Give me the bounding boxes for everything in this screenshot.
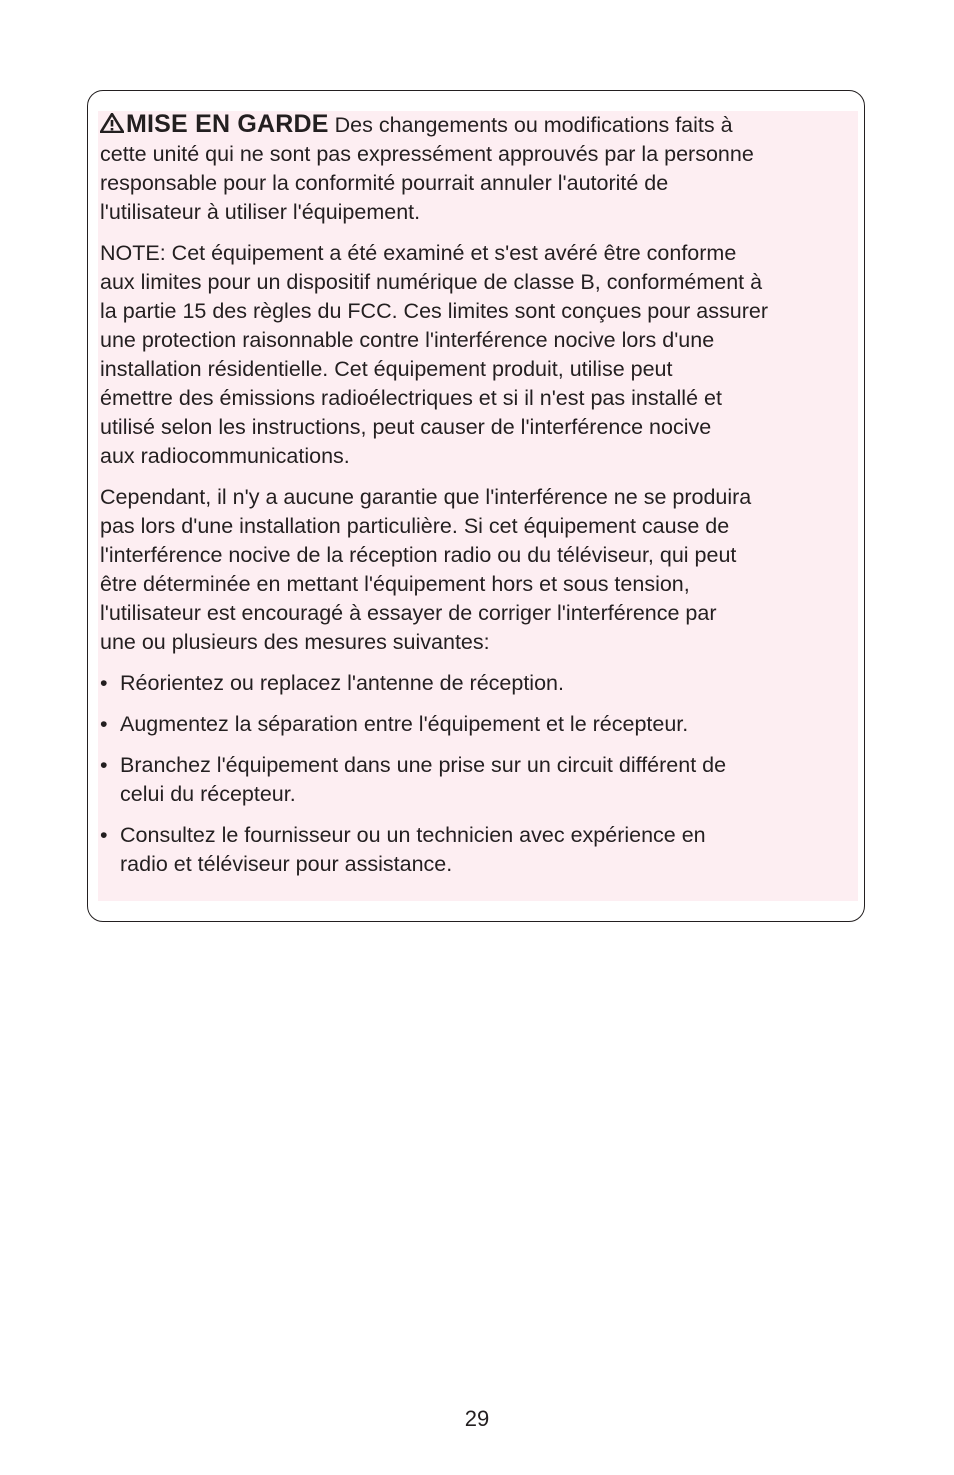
note-line: installation résidentielle. Cet équipement produit, utilise peut — [100, 357, 673, 381]
warning-content — [100, 110, 860, 891]
however-line: une ou plusieurs des mesures suivantes: — [100, 630, 490, 654]
list-item-line: Consultez le fournisseur ou un technicien avec expérience en — [120, 823, 706, 847]
however-line: l'utilisateur est encouragé à essayer de corriger l'interférence par — [100, 601, 717, 625]
list-item-line: radio et téléviseur pour assistance. — [120, 852, 453, 876]
however-line: pas lors d'une installation particulière. Si cet équipement cause de — [100, 514, 730, 538]
however-line: l'interférence nocive de la réception radio ou du téléviseur, qui peut — [100, 543, 737, 567]
however-paragraph — [100, 483, 860, 657]
list-item — [100, 751, 860, 809]
note-paragraph — [100, 239, 860, 471]
note-line: utilisé selon les instructions, peut causer de l'interférence nocive — [100, 415, 712, 439]
warning-paragraph — [100, 110, 860, 227]
note-line: aux limites pour un dispositif numérique de classe B, conformément à — [100, 270, 763, 294]
warning-text-line: cette unité qui ne sont pas expressément approuvés par la personne — [100, 142, 754, 166]
note-line: la partie 15 des règles du FCC. Ces limites sont conçues pour assurer — [100, 299, 769, 323]
note-line: une protection raisonnable contre l'interférence nocive lors d'une — [100, 328, 715, 352]
warning-text-line: l'utilisateur à utiliser l'équipement. — [100, 200, 421, 224]
warning-text-line: Des changements ou modifications faits à — [334, 113, 733, 137]
warning-title: MISE EN GARDE — [126, 110, 329, 138]
measures-list — [100, 669, 860, 879]
note-line: NOTE: Cet équipement a été examiné et s'est avéré être conforme — [100, 241, 737, 265]
however-line: être déterminée en mettant l'équipement hors et sous tension, — [100, 572, 690, 596]
list-item-line: Augmentez la séparation entre l'équipement et le récepteur. — [120, 712, 689, 736]
list-item-line: Réorientez ou replacez l'antenne de réception. — [120, 671, 564, 695]
note-line: aux radiocommunications. — [100, 444, 350, 468]
bullet-icon: • — [100, 712, 108, 736]
page-number: 29 — [464, 1406, 490, 1431]
warning-text-line: responsable pour la conformité pourrait annuler l'autorité de — [100, 171, 669, 195]
bullet-icon: • — [100, 823, 108, 847]
list-item-line: Branchez l'équipement dans une prise sur un circuit différent de — [120, 753, 727, 777]
bullet-icon: • — [100, 753, 108, 777]
list-item-line: celui du récepteur. — [120, 782, 296, 806]
however-line: Cependant, il n'y a aucune garantie que l'interférence ne se produira — [100, 485, 752, 509]
list-item — [100, 821, 860, 879]
list-item — [100, 669, 860, 698]
list-item — [100, 710, 860, 739]
warning-first-line — [100, 110, 860, 140]
bullet-icon: • — [100, 671, 108, 695]
warning-triangle-icon — [100, 113, 124, 133]
note-line: émettre des émissions radioélectriques et si il n'est pas installé et — [100, 386, 722, 410]
